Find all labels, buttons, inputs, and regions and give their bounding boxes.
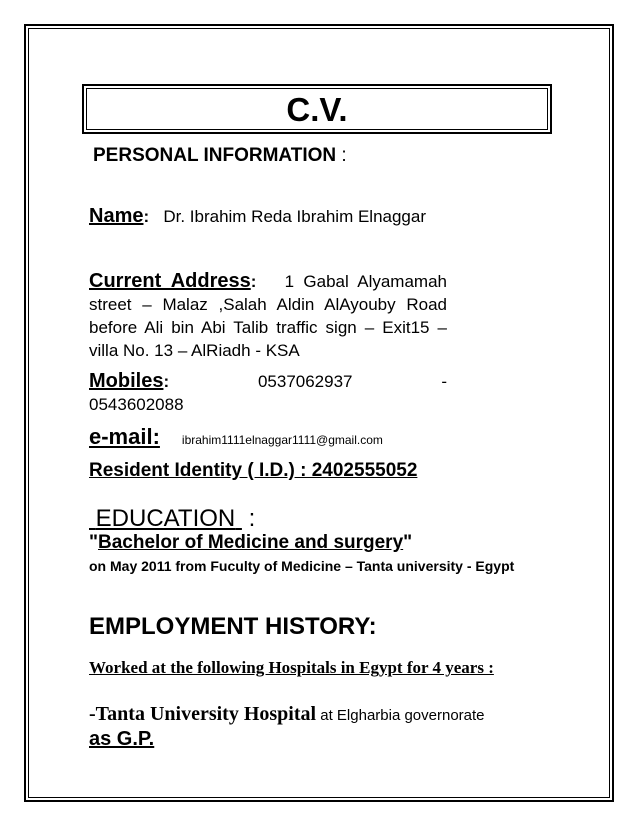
personal-heading-suffix: :: [336, 145, 347, 166]
education-heading-suffix: :: [241, 505, 256, 532]
address-colon: :: [250, 272, 257, 291]
mobile-number-2: 0543602088: [89, 395, 184, 414]
hospital-location: at Elgharbia governorate: [316, 707, 485, 724]
address-label: Current Address: [89, 270, 251, 292]
worked-hospitals-line: Worked at the following Hospitals in Egypt for 4 years :: [89, 658, 494, 677]
personal-heading-text: PERSONAL INFORMATION: [93, 145, 337, 166]
hospital-name: Tanta University Hospital: [95, 703, 317, 725]
mobiles-colon: :: [163, 372, 170, 391]
resident-identity: Resident Identity ( I.D.) : 2402555052: [89, 460, 418, 481]
email-section: [89, 424, 383, 450]
name-section: [89, 205, 447, 228]
mobiles-section: [89, 370, 447, 416]
email-value: ibrahim1111elnaggar1111@gmail.com: [181, 433, 383, 447]
degree-close-quote: ": [403, 532, 413, 553]
address-value: 1 Gabal Alyamamah street – Malaz ,Salah Aldin AlAyouby Road before Ali bin Abi Talib traffic sign – Exit15 – villa No. 13 – AlRiadh - KSA: [89, 272, 447, 360]
cv-title: C.V.: [86, 88, 548, 130]
hospital-entry: [89, 703, 485, 726]
education-heading: [89, 505, 255, 533]
mobiles-label: Mobiles: [89, 370, 164, 392]
degree-title: [89, 532, 412, 554]
name-colon: :: [143, 207, 150, 226]
employment-heading: EMPLOYMENT HISTORY:: [89, 613, 377, 640]
personal-information-heading: [93, 145, 347, 167]
mobile-number-1: 0537062937: [257, 372, 353, 391]
name-label: Name: [89, 205, 144, 227]
name-value: Dr. Ibrahim Reda Ibrahim Elnaggar: [163, 207, 427, 226]
hospital-prefix: -: [89, 703, 96, 725]
mobile-separator: -: [441, 372, 447, 391]
email-label: e-mail:: [89, 424, 160, 449]
hospital-role: as G.P.: [89, 728, 155, 750]
degree-open-quote: ": [89, 532, 99, 553]
degree-name: Bachelor of Medicine and surgery: [98, 532, 404, 553]
address-section: [89, 270, 447, 362]
education-detail: on May 2011 from Fuculty of Medicine – Tanta university - Egypt: [89, 558, 515, 574]
education-heading-text: EDUCATION: [95, 505, 236, 532]
